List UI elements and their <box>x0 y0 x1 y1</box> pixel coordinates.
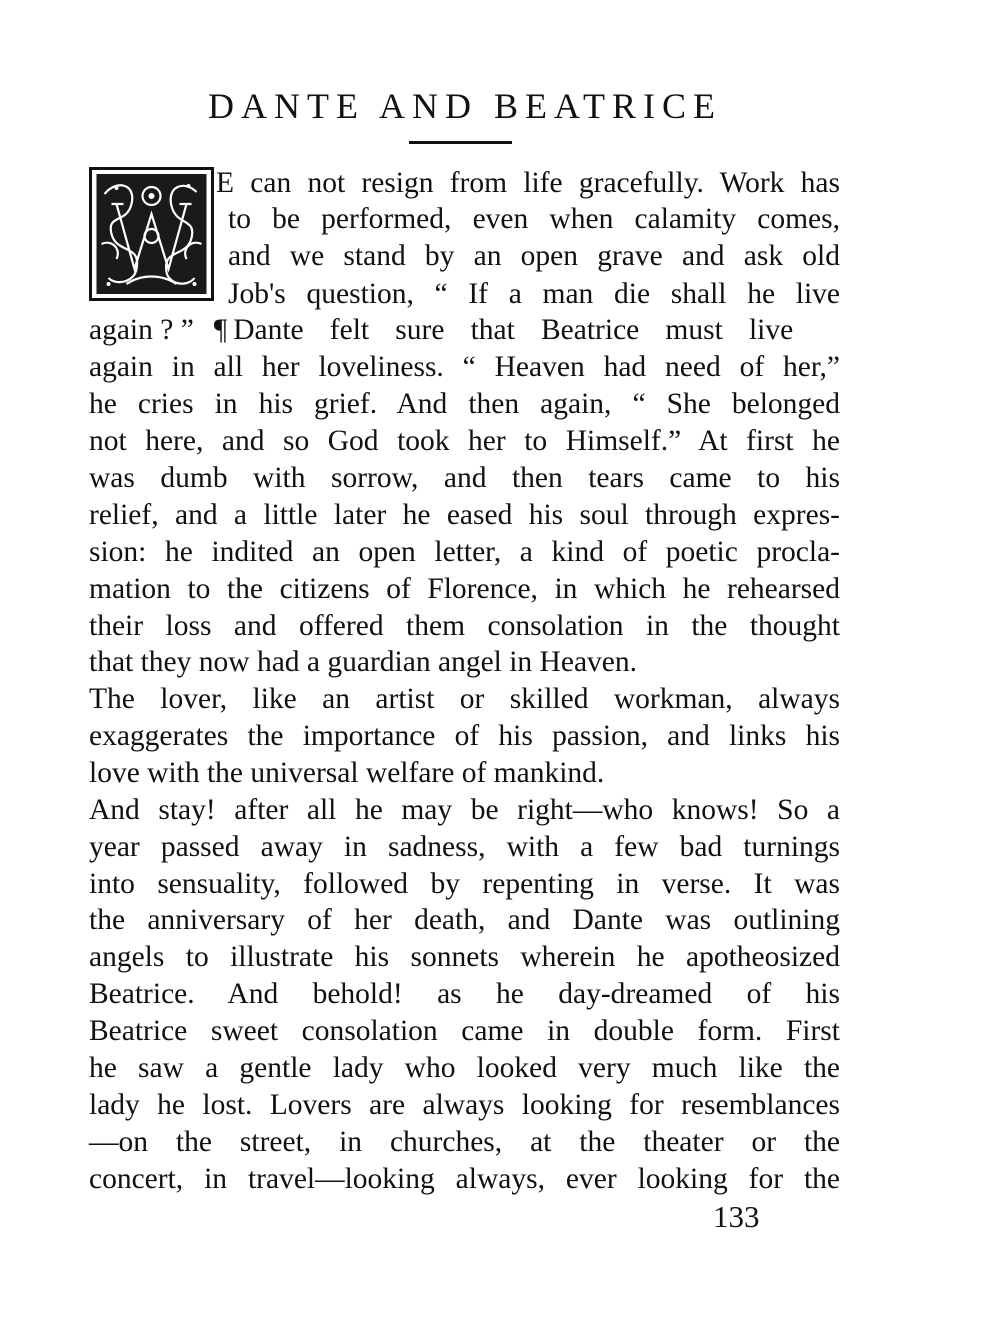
ornament-initial-icon <box>96 174 207 294</box>
text-line: lady he lost. Lovers are always looking for resemblances <box>89 1089 840 1121</box>
text-line: love with the universal welfare of mankind. <box>89 757 605 789</box>
text-line: he cries in his grief. And then again, “ She belonged <box>89 388 840 420</box>
text-line: not here, and so God took her to Himself.” At first he <box>89 425 840 457</box>
text-line: The lover, like an artist or skilled workman, always <box>89 683 840 715</box>
text-line: Beatrice. And behold! as he day-dreamed of his <box>89 978 840 1010</box>
text-line: to be performed, even when calamity comes, <box>228 203 840 235</box>
decorated-initial-w <box>89 167 214 301</box>
text-line: into sensuality, followed by repenting in verse. It was <box>89 868 840 900</box>
text-line: concert, in travel—looking always, ever looking for the <box>89 1163 840 1195</box>
text-line: and we stand by an open grave and ask old <box>228 240 840 272</box>
text-line: year passed away in sadness, with a few bad turnings <box>89 831 840 863</box>
text-line: Beatrice sweet consolation came in double form. First <box>89 1015 840 1047</box>
text-line: angels to illustrate his sonnets wherein he apotheosized <box>89 941 840 973</box>
text-line: relief, and a little later he eased his soul through expres- <box>89 499 840 531</box>
text-line: he saw a gentle lady who looked very much like the <box>89 1052 840 1084</box>
text-line: Job's question, “ If a man die shall he live <box>228 278 840 310</box>
text-line: —on the street, in churches, at the theater or the <box>89 1126 840 1158</box>
page-number: 133 <box>713 1199 760 1234</box>
text-fragment: again ? ” <box>89 314 194 346</box>
text-line: that they now had a guardian angel in Heaven. <box>89 646 638 678</box>
pilcrow-mark: ¶ <box>213 314 228 346</box>
text-line: And stay! after all he may be right—who knows! So a <box>89 794 840 826</box>
text-line: mation to the citizens of Florence, in which he rehearsed <box>89 573 840 605</box>
head-rule <box>409 141 512 144</box>
text-line: again in all her loveliness. “ Heaven had need of her,” <box>89 351 840 383</box>
text-fragment: Dante felt sure that Beatrice must live <box>233 314 794 346</box>
text-line: their loss and offered them consolation in the thought <box>89 610 840 642</box>
running-head: DANTE AND BEATRICE <box>208 86 722 126</box>
text-line-with-pilcrow <box>89 312 840 348</box>
text-line: the anniversary of her death, and Dante was outlining <box>89 904 840 936</box>
text-line: was dumb with sorrow, and then tears came to his <box>89 462 840 494</box>
text-line: sion: he indited an open letter, a kind of poetic procla- <box>89 536 840 568</box>
text-line: exaggerates the importance of his passion, and links his <box>89 720 840 752</box>
text-line: E can not resign from life gracefully. Work has <box>216 167 840 199</box>
